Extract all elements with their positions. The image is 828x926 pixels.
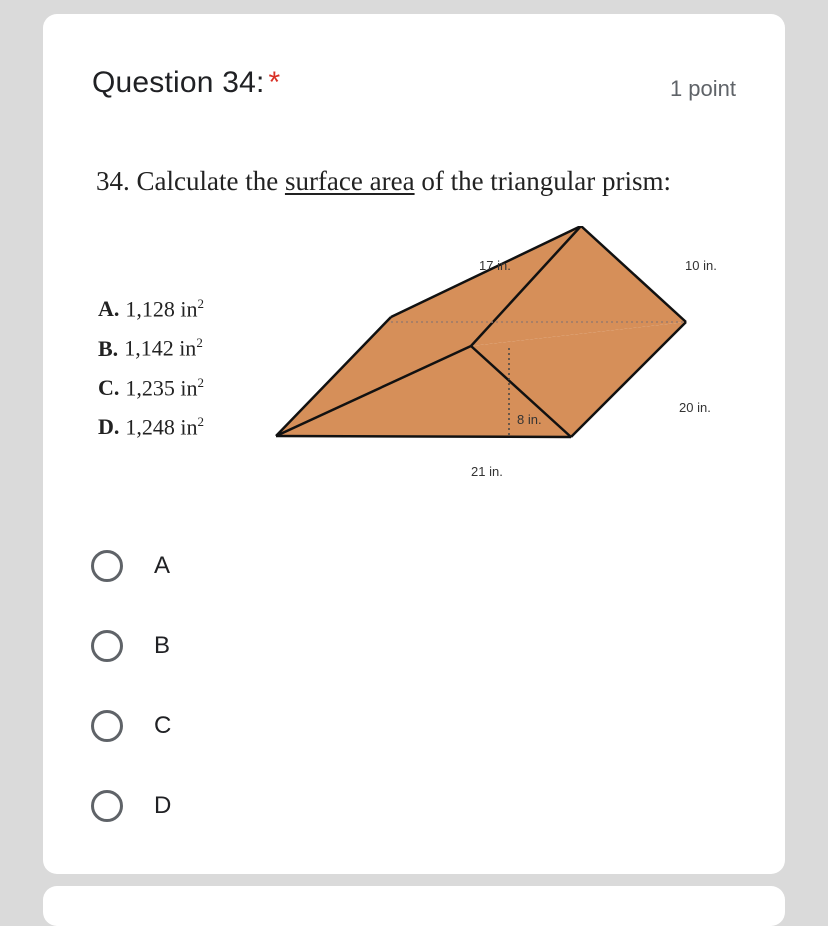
answer-choice — [98, 287, 204, 326]
triangular-prism-figure — [271, 226, 741, 476]
answer-choice-exponent: 2 — [196, 335, 203, 351]
option-b[interactable] — [91, 606, 171, 686]
answer-choice-letter: B. — [98, 335, 119, 361]
question-title — [92, 66, 280, 100]
label-width: 10 in. — [685, 258, 717, 273]
prompt-text-start: 34. Calculate the — [96, 166, 285, 196]
option-label: A — [154, 552, 171, 579]
answer-choice-value: 1,248 in — [125, 414, 198, 440]
option-d[interactable] — [91, 766, 171, 846]
option-label: D — [154, 792, 172, 819]
required-asterisk: * — [268, 66, 281, 99]
prism-edge — [276, 436, 571, 437]
answer-choice-value: 1,235 in — [125, 374, 198, 400]
answer-choice — [98, 405, 204, 444]
label-length: 20 in. — [679, 400, 711, 415]
question-card — [43, 14, 785, 874]
next-question-card — [43, 886, 785, 926]
answer-choices-list — [98, 287, 204, 444]
radio-circle-icon[interactable] — [91, 710, 123, 742]
option-a[interactable] — [91, 526, 171, 606]
points-label: 1 point — [669, 76, 736, 101]
answer-choice-letter: D. — [98, 414, 120, 440]
radio-circle-icon[interactable] — [91, 790, 123, 822]
question-title-text: Question 34: — [92, 66, 265, 99]
question-prompt — [96, 166, 671, 197]
label-slant: 17 in. — [479, 258, 511, 273]
answer-choice-value: 1,142 in — [124, 335, 197, 361]
radio-circle-icon[interactable] — [91, 630, 123, 662]
answer-choice-exponent: 2 — [197, 413, 205, 429]
answer-choice — [98, 326, 204, 365]
answer-choice-letter: A. — [98, 296, 120, 322]
option-c[interactable] — [91, 686, 171, 766]
radio-options — [91, 526, 171, 846]
radio-circle-icon[interactable] — [91, 550, 123, 582]
answer-choice — [98, 366, 204, 405]
answer-choice-exponent: 2 — [197, 296, 205, 311]
label-base: 21 in. — [471, 464, 503, 476]
option-label: C — [154, 712, 172, 739]
label-height: 8 in. — [517, 412, 542, 427]
prompt-underlined-term: surface area — [284, 166, 415, 196]
answer-choice-value: 1,128 in — [125, 296, 198, 322]
answer-choice-exponent: 2 — [197, 374, 205, 390]
prompt-text-end: of the triangular prism: — [414, 166, 672, 196]
answer-choice-letter: C. — [98, 374, 120, 400]
option-label: B — [154, 632, 171, 659]
